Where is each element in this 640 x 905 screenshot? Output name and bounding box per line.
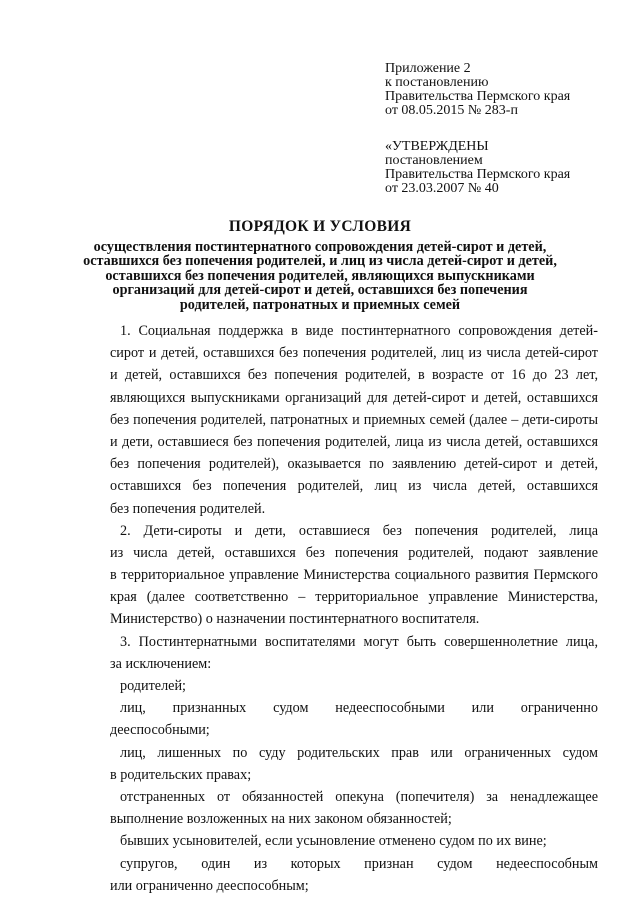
approval-line: постановлением [385, 153, 483, 168]
paragraph [110, 786, 598, 830]
paragraph-line: или ограниченно дееспособным; [110, 877, 309, 894]
approval-line: Правительства Пермского края [385, 167, 571, 182]
attachment-note [385, 62, 625, 118]
approval-line: «УТВЕРЖДЕНЫ [385, 139, 489, 154]
paragraph-line: без попечения родителей. [110, 500, 266, 517]
subtitle-line: организаций для детей-сирот и детей, оставшихся без попечения [112, 282, 528, 299]
paragraph-line: 3. Постинтернатными воспитателями могут быть совершеннолетние лица, [120, 633, 598, 650]
paragraph-line: сирот и детей, оставшихся без попечения родителей, лиц из числа детей-сирот [110, 345, 598, 362]
attachment-line: от 08.05.2015 № 283-п [385, 103, 518, 118]
subtitle-line: осуществления постинтернатного сопровождения детей-сирот и детей, [93, 239, 547, 255]
paragraph-line: из числа детей, оставшихся без попечения родителей, подают заявление [110, 544, 598, 561]
paragraph-line: дееспособными; [110, 722, 210, 739]
attachment-line: Правительства Пермского края [385, 89, 571, 104]
paragraph [110, 520, 598, 631]
paragraph-line: и дети, оставшиеся без попечения родителей, лица из числа детей, оставшихся [110, 433, 598, 450]
paragraph-line: в территориальное управление Министерства социального развития Пермского [110, 567, 598, 584]
paragraph-line: оставшихся без попечения родителей, лиц из числа детей, оставшихся [110, 478, 598, 495]
subtitle-line: оставшихся без попечения родителей, являющихся выпускниками [105, 267, 535, 284]
paragraph [110, 675, 598, 697]
paragraph-line: без попечения родителей), оказывается по заявлению детей-сирот и детей, [110, 456, 598, 473]
paragraph-line: выполнение возложенных на них законом обязанностей; [110, 811, 452, 828]
attachment-line: к постановлению [385, 75, 489, 90]
paragraph-line: являющихся выпускниками организаций для детей-сирот и детей, оставшихся [110, 389, 598, 406]
paragraph [110, 631, 598, 675]
attachment-line: Приложение 2 [385, 61, 471, 76]
paragraph-line: лиц, признанных судом недееспособными или ограниченно [120, 700, 598, 717]
paragraph-line: 1. Социальная поддержка в виде постинтернатного сопровождения детей- [120, 323, 598, 339]
paragraph-line: отстраненных от обязанностей опекуна (попечителя) за ненадлежащее [120, 788, 598, 805]
document-subtitle [80, 240, 560, 312]
subtitle-line: родителей, патронатных и приемных семей [179, 296, 461, 313]
paragraph-line: бывших усыновителей, если усыновление отменено судом по их вине; [120, 833, 547, 850]
paragraph-line: края (далее соответственно – территориальное управление Министерства, [110, 589, 598, 606]
paragraph-line: родителей; [120, 678, 186, 694]
paragraph-line: супругов, один из которых признан судом недееспособным [120, 855, 598, 872]
paragraph-line: за исключением: [110, 655, 212, 672]
document-body [110, 320, 598, 897]
paragraph [110, 830, 598, 852]
approval-note [385, 140, 625, 196]
paragraph [110, 320, 598, 520]
paragraph-line: Министерство) о назначении постинтернатного воспитателя. [110, 611, 480, 628]
subtitle-line: оставшихся без попечения родителей, и лиц из числа детей-сирот и детей, [83, 253, 557, 270]
paragraph [110, 697, 598, 741]
paragraph [110, 853, 598, 897]
paragraph-line: лиц, лишенных по суду родительских прав или ограниченных судом [120, 744, 598, 761]
paragraph [110, 742, 598, 786]
paragraph-line: в родительских правах; [110, 766, 252, 783]
paragraph-line: и детей, оставшихся без попечения родителей, в возрасте от 16 до 23 лет, [110, 367, 598, 384]
document-title: ПОРЯДОК И УСЛОВИЯ [228, 218, 412, 235]
approval-line: от 23.03.2007 № 40 [385, 181, 499, 196]
paragraph-line: 2. Дети-сироты и дети, оставшиеся без попечения родителей, лица [120, 522, 598, 539]
paragraph-line: без попечения родителей, патронатных и приемных семей (далее – дети-сироты [110, 411, 598, 428]
